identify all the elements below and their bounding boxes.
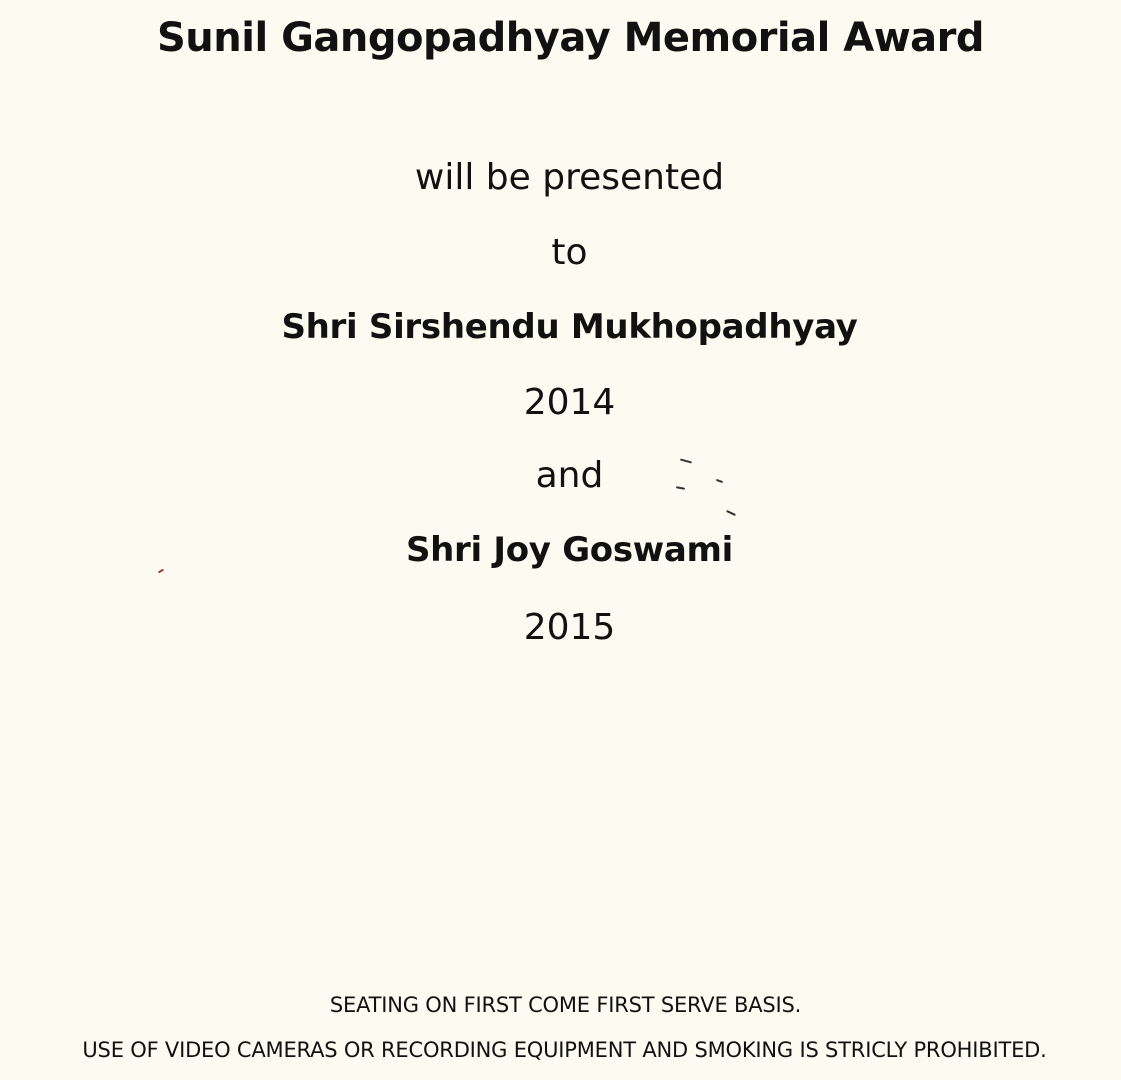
paper-speck xyxy=(726,510,736,516)
recipient-year-2: 2015 xyxy=(523,607,616,648)
recipient-name-2: Shri Joy Goswami xyxy=(405,530,734,570)
prohibition-notice: USE OF VIDEO CAMERAS OR RECORDING EQUIPMENT AND SMOKING IS STRICLY PROHIBITED. xyxy=(82,1038,1047,1062)
to-text: to xyxy=(551,232,588,273)
award-title: Sunil Gangopadhyay Memorial Award xyxy=(156,15,984,61)
recipient-name-1: Shri Sirshendu Mukhopadhyay xyxy=(281,307,858,347)
presented-text: will be presented xyxy=(414,157,725,198)
recipient-year-1: 2014 xyxy=(523,382,616,423)
seating-notice: SEATING ON FIRST COME FIRST SERVE BASIS. xyxy=(329,993,802,1017)
and-text: and xyxy=(535,455,604,496)
paper-speck xyxy=(158,569,164,574)
